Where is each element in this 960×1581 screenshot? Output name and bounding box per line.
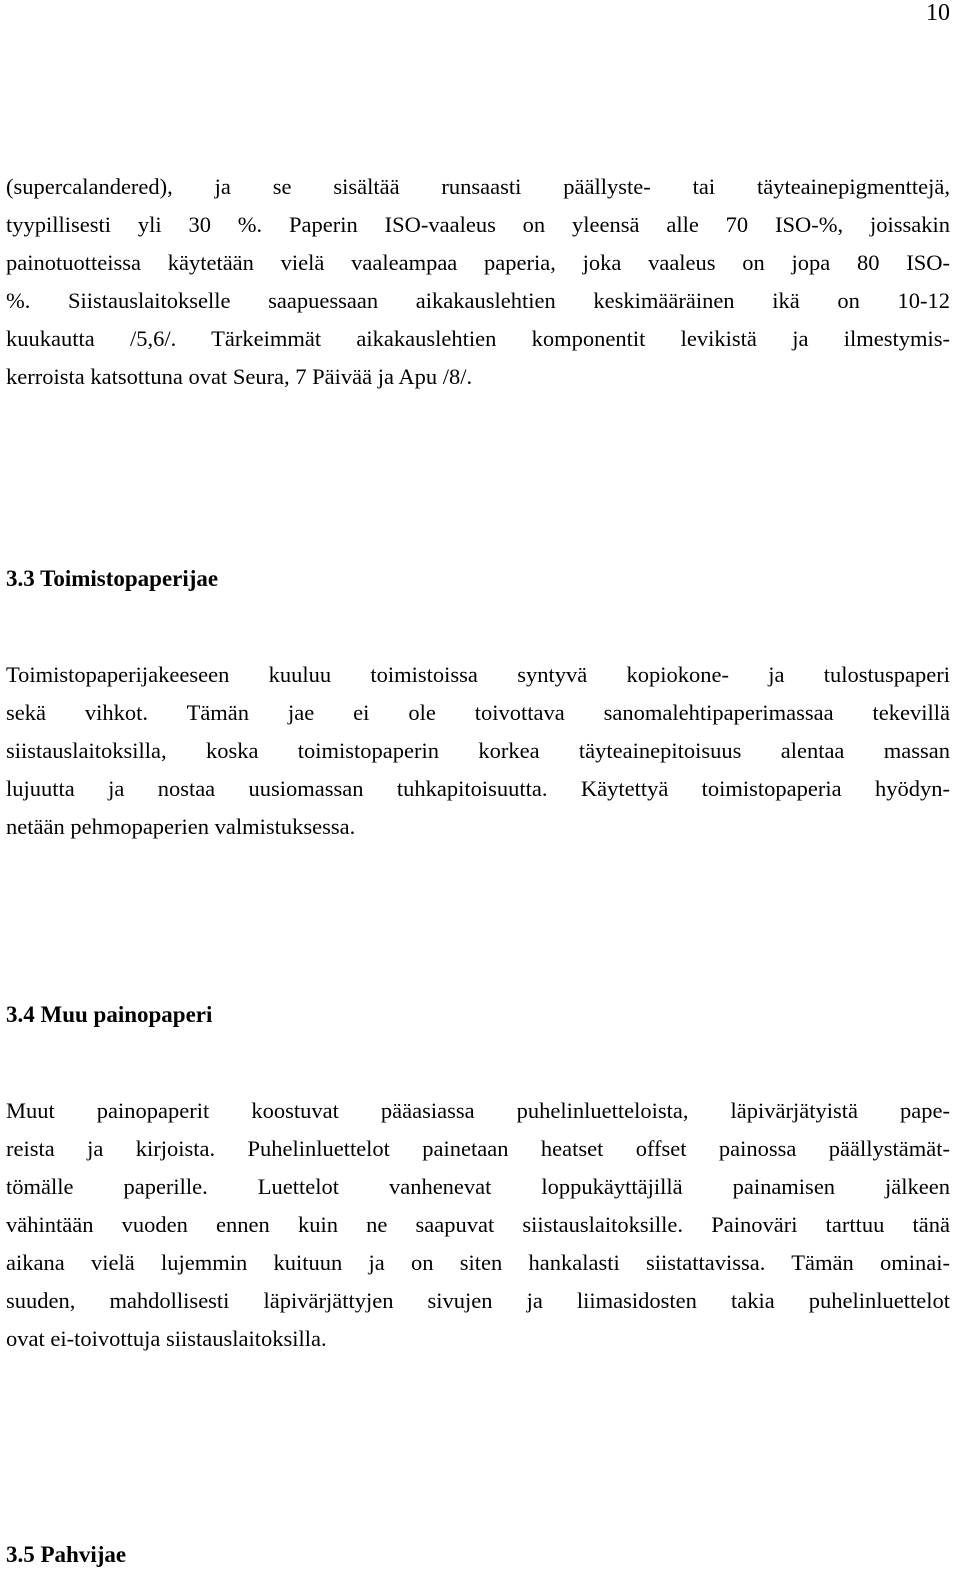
paragraph-line: vähintään vuoden ennen kuin ne saapuvat siistauslaitoksille. Painoväri tarttuu tänä [6, 1212, 950, 1237]
paragraph-line: netään pehmopaperien valmistuksessa. [6, 814, 356, 839]
paragraph-office-paper [6, 656, 950, 846]
section-heading-3-4: 3.4 Muu painopaperi [6, 1002, 213, 1027]
paragraph-line: tyypillisesti yli 30 %. Paperin ISO-vaaleus on yleensä alle 70 ISO-%, joissakin [6, 212, 950, 237]
page-number: 10 [926, 0, 950, 26]
paragraph-line: reista ja kirjoista. Puhelinluettelot painetaan heatset offset painossa päällystämät- [6, 1136, 950, 1161]
paragraph-line: kuukautta /5,6/. Tärkeimmät aikakauslehtien komponentit levikistä ja ilmestymis- [6, 326, 950, 351]
section-heading-3-3: 3.3 Toimistopaperijae [6, 566, 219, 591]
paragraph-line: lujuutta ja nostaa uusiomassan tuhkapitoisuutta. Käytettyä toimistopaperia hyödyn- [6, 776, 950, 801]
paragraph-line: ovat ei-toivottuja siistauslaitoksilla. [6, 1326, 327, 1351]
paragraph-line: %. Siistauslaitokselle saapuessaan aikakauslehtien keskimääräinen ikä on 10-12 [6, 288, 950, 313]
paragraph-line: suuden, mahdollisesti läpivärjättyjen sivujen ja liimasidosten takia puhelinluettelot [6, 1288, 950, 1313]
paragraph-line: siistauslaitoksilla, koska toimistopaperin korkea täyteainepitoisuus alentaa massan [6, 738, 950, 763]
section-heading-3-5: 3.5 Pahvijae [6, 1542, 127, 1567]
paragraph-magazines [6, 168, 950, 396]
paragraph-line: kerroista katsottuna ovat Seura, 7 Päivää ja Apu /8/. [6, 364, 473, 389]
paragraph-line: Muut painopaperit koostuvat pääasiassa puhelinluetteloista, läpivärjätyistä pape- [6, 1098, 950, 1123]
paragraph-line: (supercalandered), ja se sisältää runsaasti päällyste- tai täyteainepigmenttejä, [6, 174, 950, 199]
paragraph-other-printing-paper [6, 1092, 950, 1358]
paragraph-line: painotuotteissa käytetään vielä vaaleampaa paperia, joka vaaleus on jopa 80 ISO- [6, 250, 950, 275]
paragraph-line: sekä vihkot. Tämän jae ei ole toivottava sanomalehtipaperimassaa tekevillä [6, 700, 950, 725]
paragraph-line: tömälle paperille. Luettelot vanhenevat loppukäyttäjillä painamisen jälkeen [6, 1174, 950, 1199]
paragraph-line: Toimistopaperijakeeseen kuuluu toimistoissa syntyvä kopiokone- ja tulostuspaperi [6, 662, 950, 687]
paragraph-line: aikana vielä lujemmin kuituun ja on siten hankalasti siistattavissa. Tämän ominai- [6, 1250, 950, 1275]
